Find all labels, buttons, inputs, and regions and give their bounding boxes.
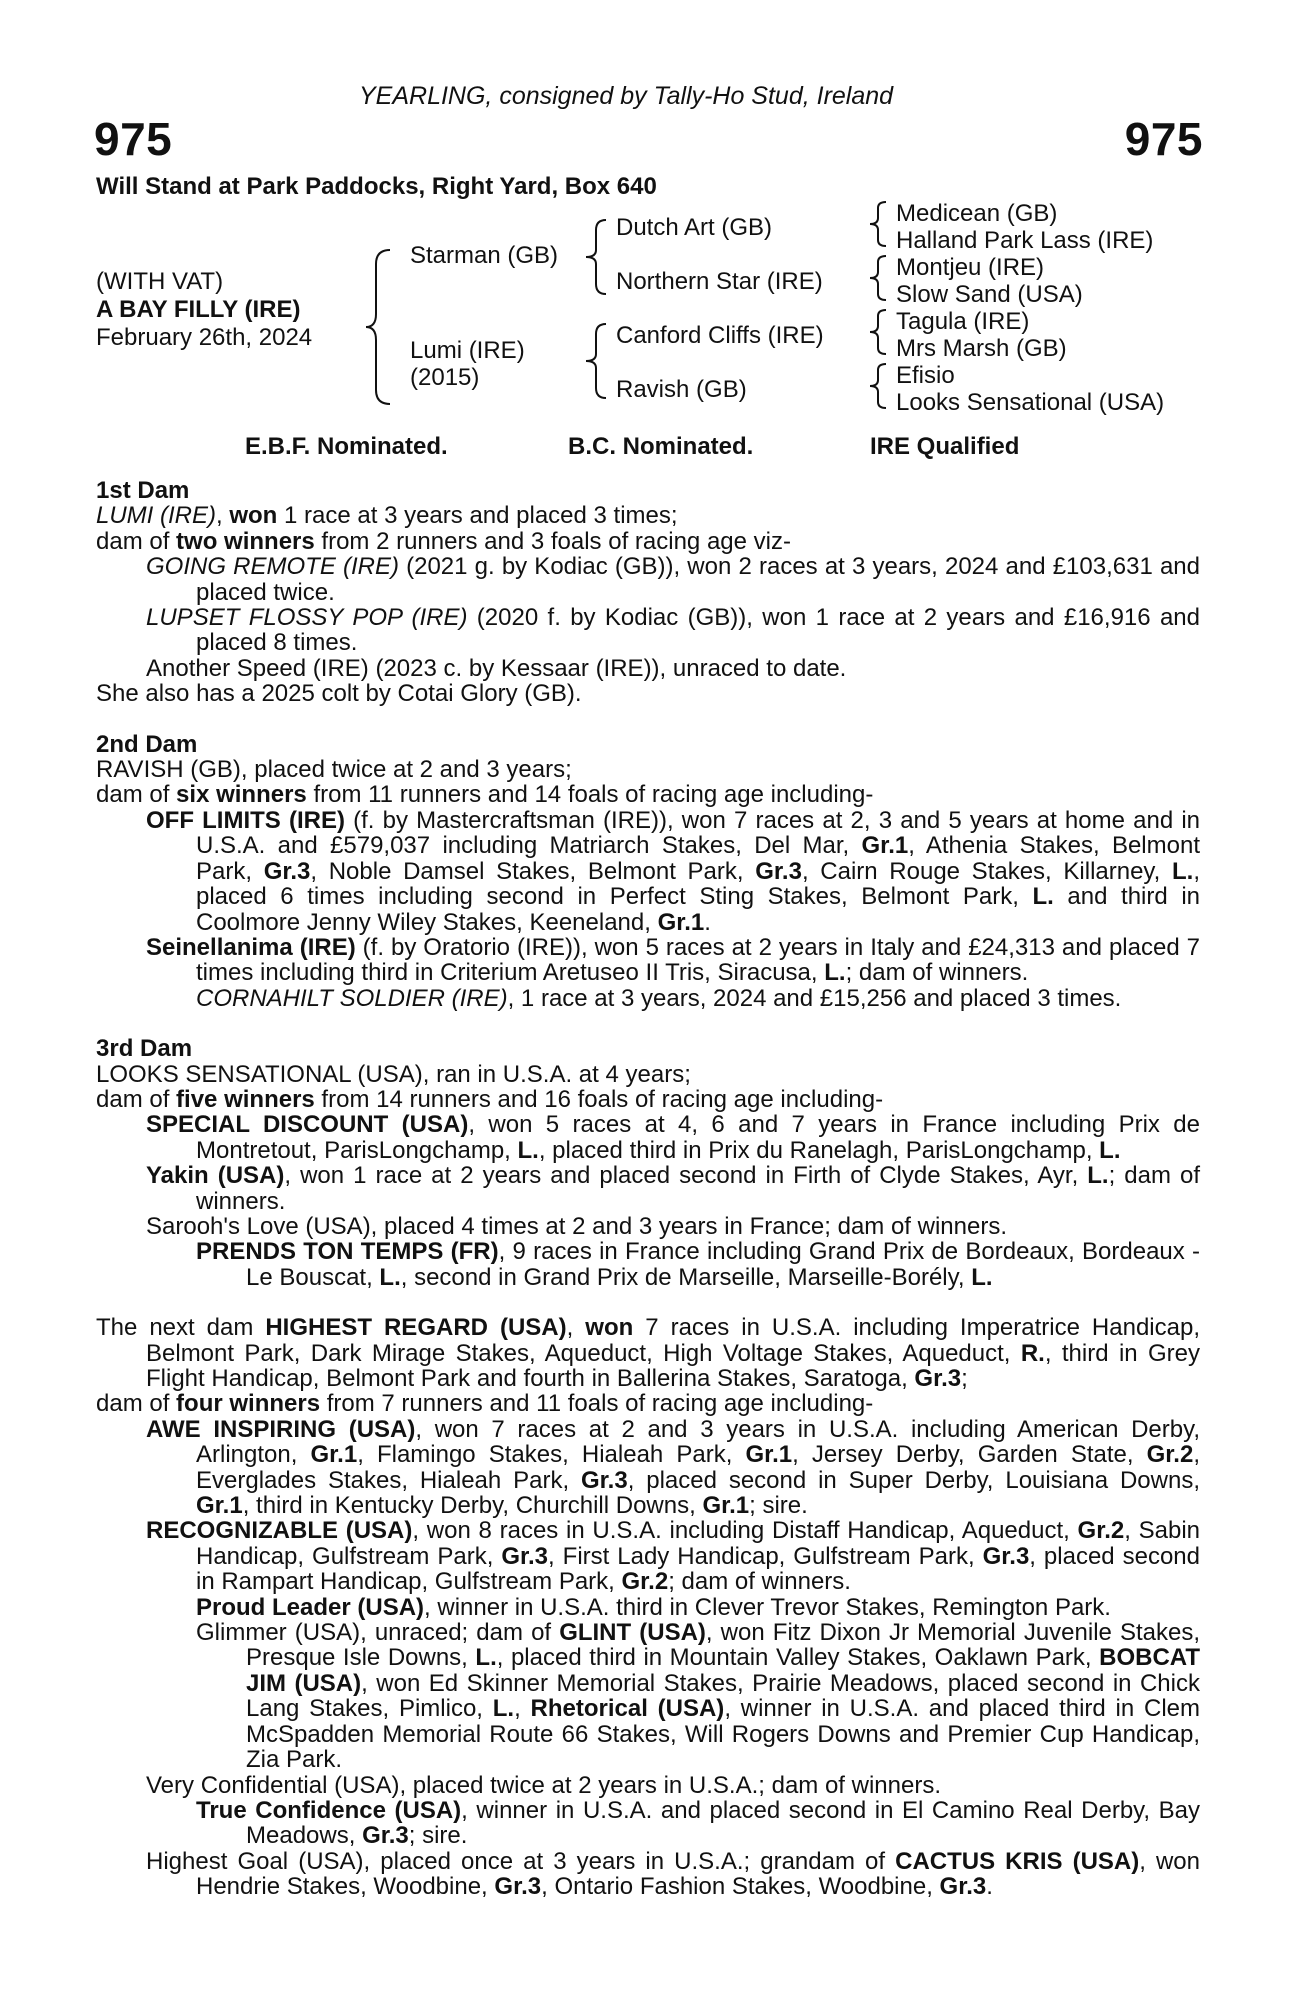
- horse-name: A BAY FILLY (IRE): [96, 296, 301, 323]
- second-dam-heading: 2nd Dam: [96, 730, 198, 758]
- pedigree-brace-g3-3: [868, 308, 888, 356]
- dam-sire: Canford Cliffs (IRE): [616, 322, 824, 349]
- next-dam-produce-summary: dam of four winners from 7 runners and 11 foals of racing age including-: [96, 1390, 874, 1418]
- pedigree-brace-dam: [584, 322, 608, 400]
- first-dam-note: She also has a 2025 colt by Cotai Glory (GB).: [96, 680, 582, 708]
- sire-name: Starman (GB): [410, 242, 559, 269]
- vat-note: (WITH VAT): [96, 268, 224, 295]
- progeny-entry: Very Confidential (USA), placed twice at 2 years in U.S.A.; dam of winners.: [146, 1771, 942, 1799]
- second-dam-line: RAVISH (GB), placed twice at 2 and 3 years;: [96, 756, 572, 784]
- progeny-entry: PRENDS TON TEMPS (FR), 9 races in France including Grand Prix de Bordeaux, Bordeaux - Le Bouscat, L., second in Grand Prix de Marseille, Marseille-Borély, L.: [196, 1238, 1201, 1291]
- progeny-entry: SPECIAL DISCOUNT (USA), won 5 races at 4, 6 and 7 years in France including Prix de Montretout, ParisLongchamp, L., placed third in Prix du Ranelagh, ParisLongchamp, L.: [146, 1111, 1200, 1164]
- progeny-entry: OFF LIMITS (IRE) (f. by Mastercraftsman (IRE)), won 7 races at 2, 3 and 5 years at home and in U.S.A. and £579,037 including Matriarch Stakes, Del Mar, Gr.1, Athenia Stakes, Belmont Park, Gr.3, Noble Damsel Stakes, Belmont Park, Gr.3, Cairn Rouge Stakes, Killarney, L., placed 6 times including second in Perfect Sting Stakes, Belmont Park, L. and third in Coolmore Jenny Wiley Stakes, Keeneland, Gr.1.: [146, 806, 1201, 936]
- lot-number-right: 975: [1124, 113, 1203, 165]
- dam-name: Lumi (IRE): [410, 337, 525, 364]
- third-dam-line: LOOKS SENSATIONAL (USA), ran in U.S.A. at 4 years;: [96, 1060, 691, 1088]
- ancestor-g3-3: Montjeu (IRE): [896, 254, 1045, 281]
- second-dam-produce-summary: dam of six winners from 11 runners and 14 foals of racing age including-: [96, 781, 874, 809]
- foaling-date: February 26th, 2024: [96, 324, 313, 351]
- progeny-entry: Yakin (USA), won 1 race at 2 years and placed second in Firth of Clyde Stakes, Ayr, L.; dam of winners.: [146, 1162, 1200, 1215]
- progeny-entry: LUPSET FLOSSY POP (IRE) (2020 f. by Kodiac (GB)), won 1 race at 2 years and £16,916 and placed 8 times.: [146, 604, 1200, 657]
- ancestor-g3-1: Medicean (GB): [896, 200, 1058, 227]
- pedigree-brace-g3-1: [868, 200, 888, 248]
- stand-location: Will Stand at Park Paddocks, Right Yard, Box 640: [96, 173, 657, 200]
- sire-dam: Northern Star (IRE): [616, 268, 823, 295]
- progeny-entry: Proud Leader (USA), winner in U.S.A. third in Clever Trevor Stakes, Remington Park.: [196, 1593, 1111, 1621]
- ancestor-g3-4: Slow Sand (USA): [896, 281, 1083, 308]
- progeny-entry: Sarooh's Love (USA), placed 4 times at 2 and 3 years in France; dam of winners.: [146, 1212, 1007, 1240]
- ancestor-g3-5: Tagula (IRE): [896, 308, 1030, 335]
- ancestor-g3-7: Efisio: [896, 362, 955, 389]
- progeny-entry: Glimmer (USA), unraced; dam of GLINT (USA), won Fitz Dixon Jr Memorial Juvenile Stakes, Presque Isle Downs, L., placed third in Mountain Valley Stakes, Oaklawn Park, BOBCAT JIM (USA), won Ed Skinner Memorial Stakes, Prairie Meadows, placed second in Chick Lang Stakes, Pimlico, L., Rhetorical (USA), winner in U.S.A. and placed third in Clem McSpadden Memorial Route 66 Stakes, Will Rogers Downs and Premier Cup Handicap, Zia Park.: [196, 1619, 1200, 1774]
- produce-record: [96, 478, 1200, 1900]
- progeny-entry: CORNAHILT SOLDIER (IRE), 1 race at 3 years, 2024 and £15,256 and placed 3 times.: [196, 984, 1122, 1012]
- progeny-entry: AWE INSPIRING (USA), won 7 races at 2 and 3 years in U.S.A. including American Derby, Arlington, Gr.1, Flamingo Stakes, Hialeah Park, Gr.1, Jersey Derby, Garden State, Gr.2, Everglades Stakes, Hialeah Park, Gr.3, placed second in Super Derby, Louisiana Downs, Gr.1, third in Kentucky Derby, Churchill Downs, Gr.1; sire.: [146, 1415, 1200, 1520]
- third-dam-heading: 3rd Dam: [96, 1035, 193, 1063]
- ancestor-g3-8: Looks Sensational (USA): [896, 389, 1165, 416]
- lot-number-left: 975: [94, 113, 173, 165]
- sire-sire: Dutch Art (GB): [616, 214, 773, 241]
- first-dam-line: LUMI (IRE), won 1 race at 3 years and placed 3 times;: [96, 502, 678, 530]
- pedigree-brace-main: [364, 248, 392, 406]
- progeny-entry: True Confidence (USA), winner in U.S.A. and placed second in El Camino Real Derby, Bay Meadows, Gr.3; sire.: [196, 1796, 1200, 1850]
- dam-dam: Ravish (GB): [616, 376, 747, 403]
- bc-nomination: B.C. Nominated.: [568, 433, 754, 460]
- pedigree-brace-sire: [584, 218, 608, 296]
- first-dam-produce-summary: dam of two winners from 2 runners and 3 foals of racing age viz-: [96, 527, 791, 555]
- progeny-entry: GOING REMOTE (IRE) (2021 g. by Kodiac (GB)), won 2 races at 3 years, 2024 and £103,631 and placed twice.: [146, 553, 1201, 606]
- consignor-subtitle: YEARLING, consigned by Tally-Ho Stud, Ireland: [359, 82, 894, 110]
- first-dam-heading: 1st Dam: [96, 477, 190, 504]
- pedigree-brace-g3-2: [868, 254, 888, 302]
- dam-year: (2015): [410, 364, 480, 391]
- progeny-entry: Another Speed (IRE) (2023 c. by Kessaar (IRE)), unraced to date.: [146, 654, 847, 682]
- ancestor-g3-2: Halland Park Lass (IRE): [896, 227, 1154, 254]
- next-dam-line: The next dam HIGHEST REGARD (USA), won 7 races in U.S.A. including Imperatrice Handicap, Belmont Park, Dark Mirage Stakes, Aqueduct, High Voltage Stakes, Aqueduct, R., third in Grey Flight Handicap, Belmont Park and fourth in Ballerina Stakes, Saratoga, Gr.3;: [96, 1314, 1201, 1392]
- pedigree-brace-g3-4: [868, 362, 888, 410]
- ebf-nomination: E.B.F. Nominated.: [245, 433, 448, 460]
- ire-qualification: IRE Qualified: [870, 433, 1020, 460]
- progeny-entry: Seinellanima (IRE) (f. by Oratorio (IRE)), won 5 races at 2 years in Italy and £24,313 and placed 7 times including third in Criterium Aretuseo II Tris, Siracusa, L.; dam of winners.: [146, 933, 1200, 987]
- ancestor-g3-6: Mrs Marsh (GB): [896, 335, 1067, 362]
- progeny-entry: RECOGNIZABLE (USA), won 8 races in U.S.A. including Distaff Handicap, Aqueduct, Gr.2, Sabin Handicap, Gulfstream Park, Gr.3, First Lady Handicap, Gulfstream Park, Gr.3, placed second in Rampart Handicap, Gulfstream Park, Gr.2; dam of winners.: [146, 1517, 1201, 1596]
- third-dam-produce-summary: dam of five winners from 14 runners and 16 foals of racing age including-: [96, 1085, 884, 1113]
- progeny-entry: Highest Goal (USA), placed once at 3 years in U.S.A.; grandam of CACTUS KRIS (USA), won Hendrie Stakes, Woodbine, Gr.3, Ontario Fashion Stakes, Woodbine, Gr.3.: [146, 1847, 1200, 1901]
